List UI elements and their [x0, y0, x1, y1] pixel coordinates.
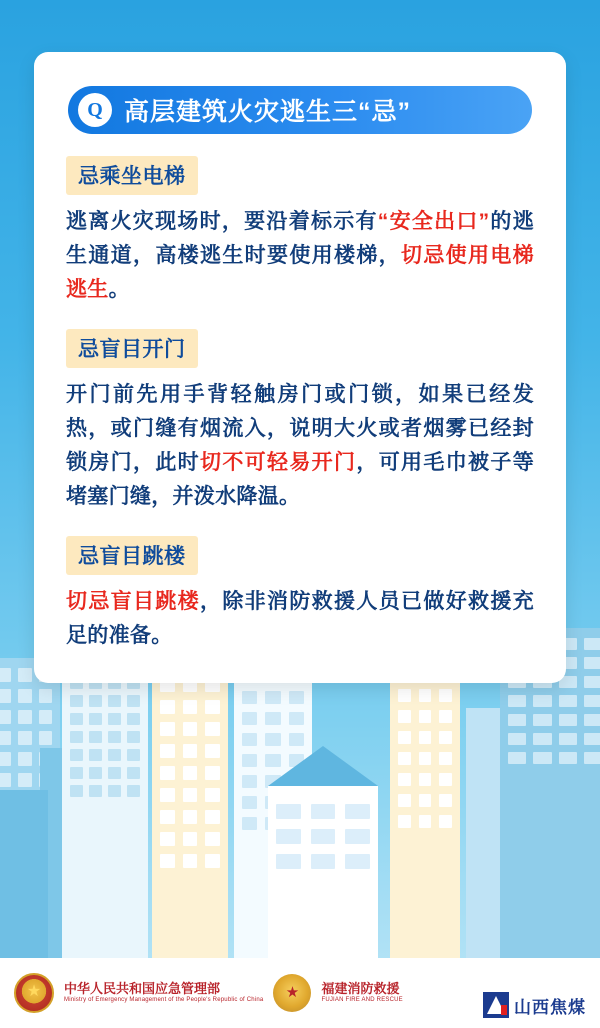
org-ministry: [64, 982, 263, 1004]
org-fire-rescue-cn: 福建消防救援: [321, 981, 400, 997]
highlighted-text: 切忌盲目跳楼: [66, 590, 201, 614]
building-with-roof: [268, 786, 378, 958]
national-emblem-icon: [14, 973, 54, 1013]
section-1-heading: 忌乘坐电梯: [66, 156, 198, 195]
section-3: [66, 536, 534, 653]
section-3-body: [66, 585, 534, 653]
body-text: 逃离火灾现场时，要沿着标示有: [66, 210, 378, 233]
content-card: [34, 52, 566, 683]
highlighted-text: “安全出口”: [377, 210, 490, 233]
fire-rescue-badge-icon: [273, 974, 311, 1012]
body-text: ，除非消防救援人员已做好救援充足的准备。: [66, 590, 534, 648]
highlighted-text: 切不可轻易开门: [200, 451, 357, 475]
body-text: 开门前先用手背轻触房门或门锁，如果已经发热，或门缝有烟流入，说明大火或者烟雾已经封锁房门，此时: [66, 383, 534, 475]
body-text: ，可用毛巾被子等堵塞门缝，并泼水降温。: [66, 451, 534, 509]
highlighted-text: 切忌使用电梯逃生: [66, 244, 534, 302]
section-2-body: [66, 378, 534, 514]
question-badge: Q: [78, 93, 112, 127]
brand-name: 山西焦煤: [514, 997, 586, 1017]
section-1: [66, 156, 534, 307]
building: [390, 658, 460, 958]
body-text: 的逃生通道，高楼逃生时要使用楼梯，: [66, 210, 534, 268]
building: [152, 668, 228, 958]
section-3-heading: 忌盲目跳楼: [66, 536, 198, 575]
section-2: [66, 329, 534, 514]
footer-bar: [0, 958, 600, 1028]
body-text: 。: [108, 278, 130, 302]
section-1-body: [66, 205, 534, 307]
org-fire-rescue: [321, 982, 402, 1004]
roof: [268, 746, 378, 786]
org-fire-rescue-en: FUJIAN FIRE AND RESCUE: [321, 997, 403, 1004]
building: [0, 790, 48, 958]
org-ministry-cn: 中华人民共和国应急管理部: [64, 981, 221, 997]
page-title: 高层建筑火灾逃生三“忌”: [124, 98, 412, 126]
brand-mark-icon: [483, 992, 509, 1018]
card-title-bar: [68, 86, 532, 134]
brand-logo: [477, 988, 592, 1022]
org-ministry-en: Ministry of Emergency Management of the People's Republic of China: [64, 997, 264, 1004]
section-2-heading: 忌盲目开门: [66, 329, 198, 368]
